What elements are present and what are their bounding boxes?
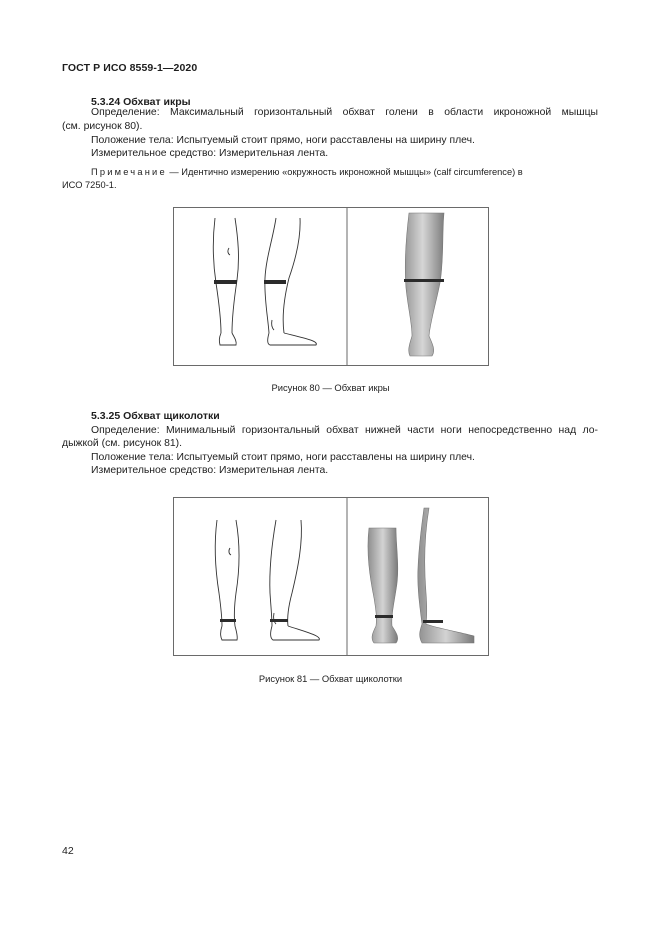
section-title-ankle: 5.3.25 Обхват щиколотки bbox=[91, 410, 220, 422]
figure-80-illustration bbox=[174, 208, 488, 365]
figure-81 bbox=[173, 497, 489, 656]
position-ankle: Положение тела: Испытуемый стоит прямо, ноги расставлены на ширину плеч. bbox=[91, 452, 475, 463]
definition-calf-line1: Определение: Максимальный горизонтальный обхват голени в области икроножной мышцы bbox=[91, 107, 598, 118]
ankle-tape-front bbox=[220, 619, 236, 622]
definition-calf-line2: (см. рисунок 80). bbox=[62, 121, 143, 132]
note-label: Примечание bbox=[91, 167, 167, 177]
tool-ankle: Измерительное средство: Измерительная лента. bbox=[91, 465, 329, 476]
calf-tape-front bbox=[214, 280, 237, 284]
leg-3d-render bbox=[405, 213, 444, 356]
note-calf-line2: ИСО 7250-1. bbox=[62, 180, 117, 190]
calf-tape-3d bbox=[404, 279, 444, 282]
position-calf: Положение тела: Испытуемый стоит прямо, ноги расставлены на ширину плеч. bbox=[91, 135, 475, 146]
definition-ankle-line2: дыжкой (см. рисунок 81). bbox=[62, 438, 183, 449]
ankle-tape-3d-side bbox=[423, 620, 443, 623]
legs-3d-render bbox=[368, 508, 474, 643]
figure-81-illustration bbox=[174, 498, 488, 655]
page-number: 42 bbox=[62, 845, 74, 857]
document-header: ГОСТ Р ИСО 8559-1—2020 bbox=[62, 62, 198, 74]
figure-81-caption: Рисунок 81 — Обхват щиколотки bbox=[258, 673, 403, 684]
note-calf-line1 bbox=[91, 166, 598, 179]
note-text: — Идентично измерению «окружность икроножной мышцы» (calf circumference) в bbox=[166, 167, 523, 177]
figure-80-caption: Рисунок 80 — Обхват икры bbox=[271, 382, 390, 393]
calf-tape-side bbox=[264, 280, 286, 284]
ankle-tape-3d-front bbox=[375, 615, 393, 618]
definition-ankle-line1: Определение: Минимальный горизонтальный обхват нижней части ноги непосредственно над ло- bbox=[91, 425, 598, 436]
section-title-calf: 5.3.24 Обхват икры bbox=[91, 96, 191, 108]
tool-calf: Измерительное средство: Измерительная лента. bbox=[91, 148, 329, 159]
ankle-tape-side bbox=[270, 619, 288, 622]
figure-80 bbox=[173, 207, 489, 366]
